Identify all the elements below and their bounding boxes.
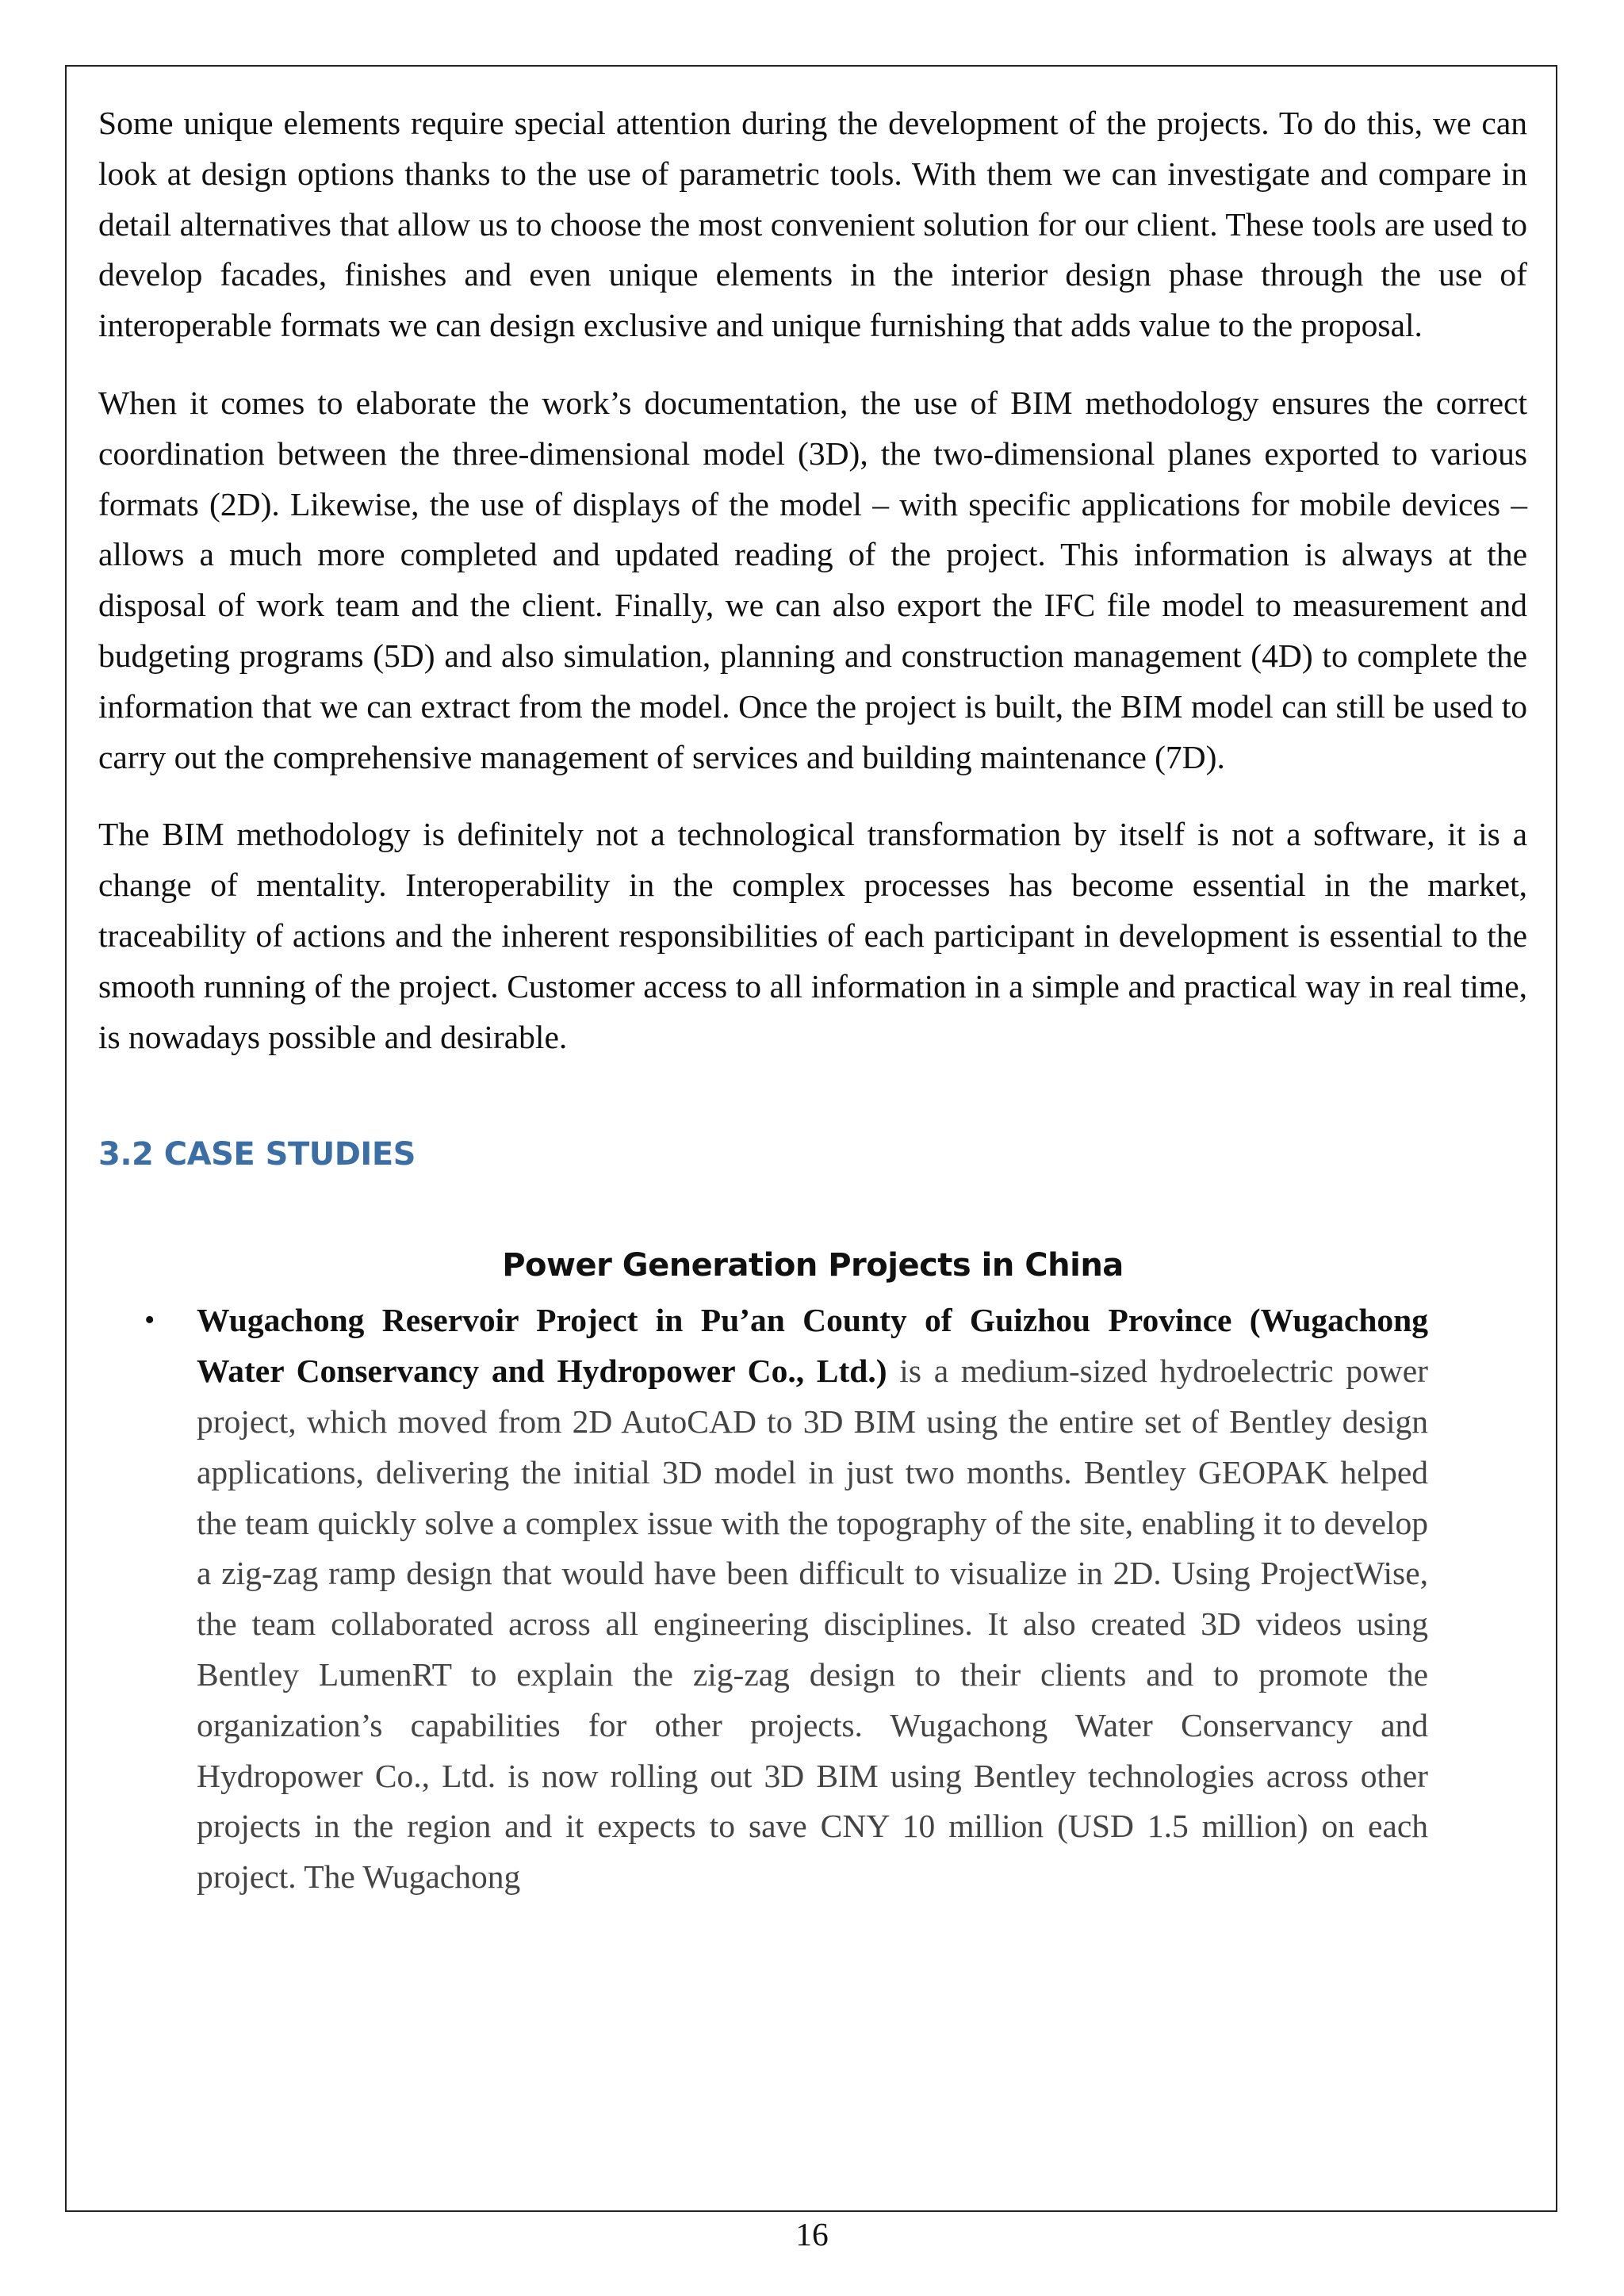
case-study-list (98, 1295, 1527, 1903)
page-content (98, 98, 1527, 1903)
bullet-icon: • (144, 1303, 155, 1337)
paragraph-parametric-tools: Some unique elements require special attention during the development of the projects. To do this, we can look at design options thanks to the use of parametric tools. With them we can investigate and compare in detail alternatives that allow us to choose the most convenient solution for our client. These tools are used to develop facades, finishes and even unique elements in the interior design phase through the use of interoperable formats we can design exclusive and unique furnishing that adds value to the proposal. (98, 105, 1527, 344)
case-study-title: Wugachong Reservoir Project in Pu’an County of Guizhou Province (Wugachong Water Conservancy and Hydropower Co., Ltd.) (197, 1302, 1428, 1390)
section-heading: 3.2 CASE STUDIES (98, 1136, 416, 1173)
case-study-text (99, 1295, 1428, 1903)
case-study-body: is a medium-sized hydroelectric power project, which moved from 2D AutoCAD to 3D BIM using the entire set of Bentley design applications, delivering the initial 3D model in just two months. Bentley GEOPAK helped the team quickly solve a complex issue with the topography of the site, enabling it to develop a zig-zag ramp design that would have been difficult to visualize in 2D. Using ProjectWise, the team collaborated across all engineering disciplines. It also created 3D videos using Bentley LumenRT to explain the zig-zag design to their clients and to promote the organization’s capabilities for other projects. Wugachong Water Conservancy and Hydropower Co., Ltd. is now rolling out 3D BIM using Bentley technologies across other projects in the region and it expects to save CNY 10 million (USD 1.5 million) on each project. The Wugachong (197, 1353, 1428, 1896)
paragraph-bim-methodology: The BIM methodology is definitely not a technological transformation by itself is not a software, it is a change of mentality. Interoperability in the complex processes has become essential in the market, traceability of actions and the inherent responsibilities of each participant in development is essential to the smooth running of the project. Customer access to all information in a simple and practical way in real time, is nowadays possible and desirable. (98, 816, 1527, 1055)
page-number: 16 (795, 2216, 829, 2252)
paragraph-documentation: When it comes to elaborate the work’s documentation, the use of BIM methodology ensures the correct coordination between the three-dimensional model (3D), the two-dimensional planes exported to various formats (2D). Likewise, the use of displays of the model – with specific applications for mobile devices – allows a much more completed and updated reading of the project. This information is always at the disposal of work team and the client. Finally, we can also export the IFC file model to measurement and budgeting programs (5D) and also simulation, planning and construction management (4D) to complete the information that we can extract from the model. Once the project is built, the BIM model can still be used to carry out the comprehensive management of services and building maintenance (7D). (98, 384, 1527, 775)
list-item (0, 1295, 1428, 1903)
subsection-heading: Power Generation Projects in China (502, 1247, 1124, 1284)
